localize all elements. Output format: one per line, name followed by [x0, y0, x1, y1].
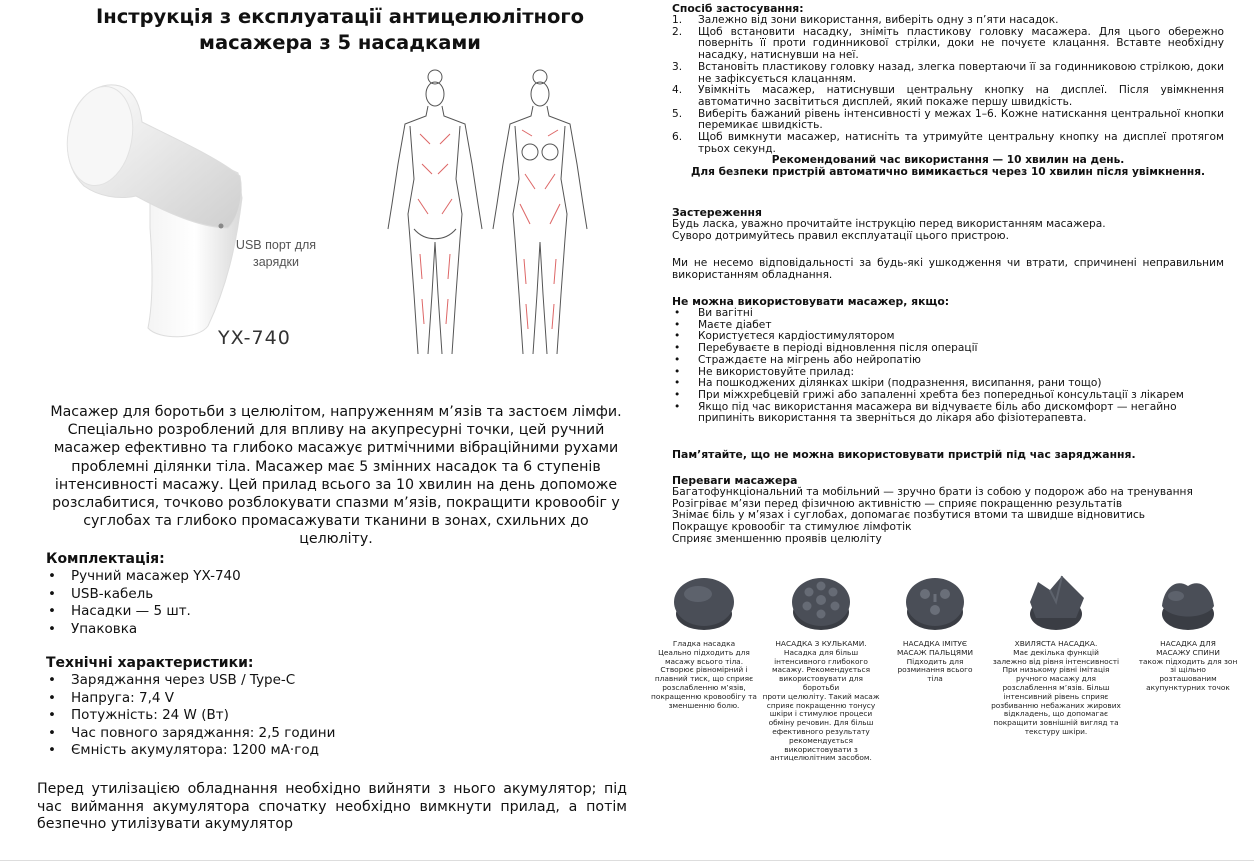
- attachment-caption: НАСАДКА З КУЛЬКАМИ. Насадка для більш інтенсивного глибокого масажу. Рекомендується використовувати для боротьби проти целюліту. Такий масаж сприяє покращенню тонусу шкіри і стимулює процеси обміну речовин. Для більш ефективного результату рекомендується використовувати з антицелюлітним засобом.: [762, 639, 880, 763]
- list-item: • Ємність акумулятора: 1200 мА·год: [46, 742, 606, 760]
- step-text: Щоб вимкнути масажер, натисніть та утримуйте центральну кнопку на дисплеї протягом трьох секунд.: [698, 131, 1224, 155]
- smooth-attachment-icon: [672, 572, 736, 634]
- list-item: • Ручний масажер YX-740: [46, 568, 606, 586]
- list-item: Знімає біль у м’язах і суглобах, допомагає позбутися втоми та швидше відновитись: [672, 509, 1146, 522]
- step-number: 3.: [672, 60, 683, 73]
- attachment-caption: НАСАДКА ІМІТУЄ МАСАЖ ПАЛЬЦЯМИ Підходить для розминання всього тіла: [897, 639, 973, 684]
- list-item: [672, 132, 1224, 155]
- list-item: • Ви вагітні: [672, 308, 1224, 320]
- step-number: 4.: [672, 84, 683, 97]
- usb-label-line-1: USB порт для: [235, 238, 317, 252]
- warning-title: Застереження: [672, 206, 762, 219]
- list-item: • Потужність: 24 W (Вт): [46, 707, 606, 725]
- recommend-line-2: Для безпеки пристрій автоматично вимикається через 10 хвилин після увімкнення.: [690, 166, 1206, 179]
- list-item: • Напруга: 7,4 V: [46, 690, 606, 708]
- attachment-wavy: [990, 572, 1122, 737]
- usage-title: Спосіб застосування:: [672, 2, 804, 15]
- specs-section: [46, 654, 606, 760]
- title-line-2: масажера з 5 насадками: [199, 31, 481, 54]
- list-item: Розігріває м’язи перед фізичною активністю — сприяє покращенню результатів: [672, 497, 1123, 510]
- attachment-balls: [760, 572, 882, 763]
- list-item: • Перебуваєте в періоді відновлення після операції: [672, 343, 1224, 355]
- list-item: • Якщо під час використання масажера ви відчуваєте біль або дискомфорт — негайно припиніть використання та зверніться до лікаря або фізіотерапевта.: [672, 402, 1224, 425]
- list-item: • На пошкоджених ділянках шкіри (подразнення, висипання, рани тощо): [672, 378, 1224, 390]
- kit-section: [46, 550, 606, 638]
- list-item: [672, 109, 1224, 132]
- list-item: [672, 85, 1224, 108]
- product-description: Масажер для боротьби з целюлітом, напруженням м’язів та застоєм лімфи. Спеціально розроблений для впливу на акупресурні точки, цей ручний масажер ефективно та глибоко масажує ритмічними вібраційними рухами проблемні ділянки тіла. Масажер має 5 змінних насадок та 6 ступенів інтенсивності масажу. Цей прилад всього за 10 хвилин на день допоможе розслабитися, точково розблокувати спазми м’язів, покращити кровообіг у суглобах та глибоко промасажувати тканини в зонах, схильних до целюліту.: [50, 404, 622, 548]
- list-item: • Не використовуйте прилад:: [672, 367, 1224, 379]
- fingers-attachment-icon: [903, 572, 967, 634]
- list-item: • Маєте діабет: [672, 320, 1224, 332]
- recommend-line-1: Рекомендований час використання — 10 хвилин на день.: [771, 154, 1125, 167]
- usb-label-line-2: зарядки: [252, 255, 299, 269]
- list-item: • Страждаєте на мігрень або нейропатію: [672, 355, 1224, 367]
- list-item: • USB-кабель: [46, 586, 606, 604]
- benefits-section: [672, 475, 1224, 546]
- charging-note: Пам’ятайте, що не можна використовувати пристрій під час заряджання.: [672, 448, 1136, 461]
- warning-section: [672, 207, 1224, 242]
- step-text: Увімкніть масажер, натиснувши центральну кнопку на дисплеї. Після увімкнення автоматично засвітиться дисплей, який покаже першу швидкість.: [698, 84, 1224, 108]
- page-title: [40, 4, 640, 56]
- usage-steps: [672, 15, 1224, 155]
- attachment-back: [1128, 572, 1248, 693]
- step-number: 6.: [672, 131, 683, 144]
- spec-list: [46, 672, 606, 760]
- title-line-1: Інструкція з експлуатації антицелюлітного: [95, 5, 584, 28]
- warning-line-2: Суворо дотримуйтесь правил експлуатації цього пристрою.: [672, 229, 1009, 242]
- list-item: • Час повного заряджання: 2,5 години: [46, 725, 606, 743]
- page-bottom-divider: [0, 860, 1254, 861]
- list-item: • Упаковка: [46, 621, 606, 639]
- list-item: Сприяє зменшенню проявів целюліту: [672, 532, 882, 545]
- list-item: • Насадки — 5 шт.: [46, 603, 606, 621]
- step-text: Виберіть бажаний рівень інтенсивності у межах 1–6. Кожне натискання центральної кнопки перемикає швидкість.: [698, 107, 1224, 132]
- massage-zones-figures: [380, 64, 600, 369]
- liability-note: Ми не несемо відповідальності за будь-які ушкодження чи втрати, спричинені неправильним використанням обладнання.: [672, 257, 1224, 281]
- step-text: Залежно від зони використання, виберіть одну з п’яти насадок.: [698, 14, 1059, 26]
- list-item: Багатофункціональний та мобільний — зручно брати із собою у подорож або на тренування: [672, 486, 1193, 498]
- usage-section: [672, 3, 1224, 179]
- attachment-fingers: [885, 572, 985, 684]
- balls-attachment-icon: [789, 572, 853, 634]
- disposal-note: Перед утилізацією обладнання необхідно вийняти з нього акумулятор; під час виймання акумулятора спочатку необхідно вимкнути прилад, а потім безпечно утилізувати акумулятор: [37, 781, 627, 833]
- list-item: • Користуєтеся кардіостимулятором: [672, 331, 1224, 343]
- contraindications-section: [672, 296, 1224, 425]
- list-item: • При міжхребцевій грижі або запаленні хребта без попередньої консультації з лікарем: [672, 390, 1224, 402]
- step-text: Щоб встановити насадку, зніміть пластикову головку масажера. Для цього обережно поверніть її проти годинникової стрілки, доки не почуєте клацання. Вставте необхідну насадку, натиснувши на неї.: [698, 25, 1224, 62]
- step-number: 2.: [672, 25, 683, 38]
- attachment-caption: Гладка насадка Цеально підходить для масажу всього тіла. Створює рівномірний і плавний тиск, що сприяє розслабленню м’язів, покращенню кровообігу та зменшенню болю.: [651, 639, 757, 710]
- attachment-smooth: [646, 572, 762, 710]
- spec-title: Технічні характеристики:: [46, 655, 254, 671]
- attachment-caption: НАСАДКА ДЛЯ МАСАЖУ СПИНИ також підходить для зон зі щільно розташованим акупунктурних точок: [1138, 639, 1238, 692]
- wavy-attachment-icon: [1024, 572, 1088, 634]
- list-item: [672, 62, 1224, 85]
- list-item: • Заряджання через USB / Type-C: [46, 672, 606, 690]
- model-number: YX-740: [218, 327, 291, 349]
- step-number: 5.: [672, 107, 683, 120]
- massager-device-image: [58, 78, 248, 340]
- list-item: Покращує кровообіг та стимулює лімфотік: [672, 521, 912, 534]
- step-number: 1.: [672, 14, 683, 26]
- step-text: Встановіть пластикову головку назад, злегка повертаючи її за годинниковою стрілкою, доки не зафіксується клацанням.: [698, 60, 1224, 85]
- kit-title: Комплектація:: [46, 551, 165, 567]
- back-attachment-icon: [1156, 572, 1220, 634]
- contra-list: [672, 308, 1224, 425]
- usb-port-label: [226, 237, 326, 271]
- benefits-title: Переваги масажера: [672, 474, 798, 487]
- kit-list: [46, 568, 606, 638]
- warning-line-1: Будь ласка, уважно прочитайте інструкцію перед використанням масажера.: [672, 218, 1106, 230]
- contra-title: Не можна використовувати масажер, якщо:: [672, 295, 950, 308]
- attachment-caption: ХВИЛЯСТА НАСАДКА. Має декілька функцій залежно від рівня інтенсивності При низькому рівні імітація ручного масажу для розслаблення м’язів. Більш інтенсивний рівень сприяє розбиванню небажаних жирових відкладень, що допомагає покращити зовнішній вигляд та текстуру шкіри.: [991, 639, 1121, 736]
- list-item: [672, 27, 1224, 62]
